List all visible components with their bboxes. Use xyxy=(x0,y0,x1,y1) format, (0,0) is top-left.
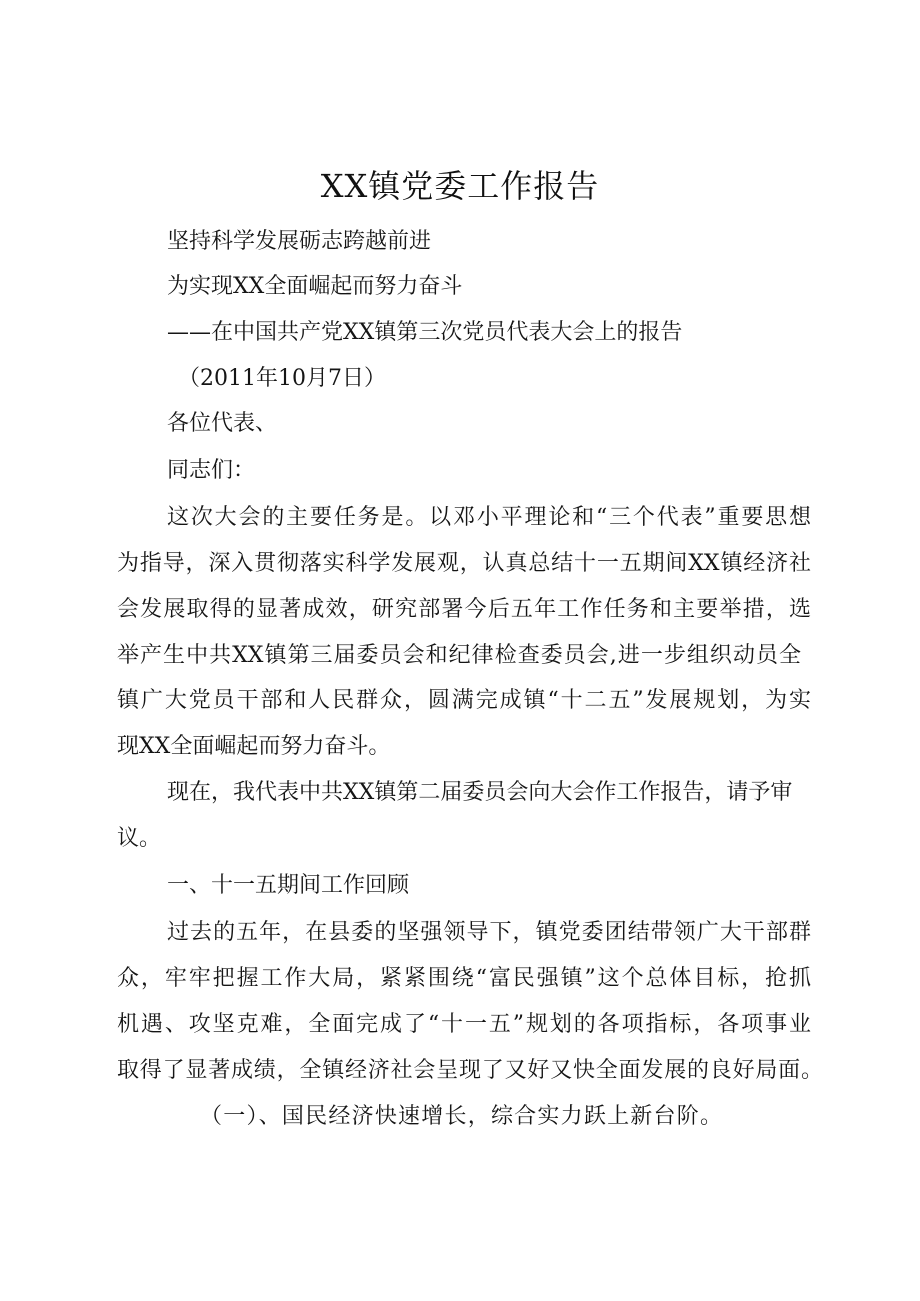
paragraph-3-line-4: 取得了显著成绩，全镇经济社会呈现了又好又快全面发展的良好局面。 xyxy=(117,1058,823,1083)
subtitle-line-2: 为实现XX全面崛起而努力奋斗 xyxy=(167,274,463,299)
paragraph-2-line-1: 现在，我代表中共XX镇第二届委员会向大会作工作报告，请予审 xyxy=(167,780,793,805)
paragraph-1-line-5: 镇广大党员干部和人民群众，圆满完成镇“十二五”发展规划，为实 xyxy=(117,688,811,713)
paragraph-1-line-4: 举产生中共XX镇第三届委员会和纪律检查委员会,进一步组织动员全 xyxy=(117,643,801,668)
subsection-heading: （一）、国民经济快速增长，综合实力跃上新台阶。 xyxy=(200,1104,722,1129)
salutation-line-1: 各位代表、 xyxy=(167,411,278,436)
paragraph-1-line-1: 这次大会的主要任务是。以邓小平理论和“三个代表”重要思想 xyxy=(167,505,811,530)
paragraph-3-line-1: 过去的五年，在县委的坚强领导下，镇党委团结带领广大干部群 xyxy=(167,920,811,945)
section-heading: 一、十一五期间工作回顾 xyxy=(167,873,410,898)
report-date: （2011年10月7日） xyxy=(178,366,386,391)
subtitle-line-1: 坚持科学发展砺志跨越前进 xyxy=(167,229,432,254)
subtitle-line-3: ——在中国共产党XX镇第三次党员代表大会上的报告 xyxy=(167,320,683,345)
paragraph-1-line-2: 为指导，深入贯彻落实科学发展观，认真总结十一五期间XX镇经济社 xyxy=(117,551,811,576)
paragraph-3-line-2: 众，牢牢把握工作大局，紧紧围绕“富民强镇”这个总体目标，抢抓 xyxy=(117,966,811,991)
paragraph-3-line-3: 机遇、攻坚克难，全面完成了“十一五”规划的各项指标，各项事业 xyxy=(117,1012,811,1037)
paragraph-1-line-3: 会发展取得的显著成效，研究部署今后五年工作任务和主要举措，选 xyxy=(117,597,811,622)
paragraph-2-line-2: 议。 xyxy=(117,826,162,851)
document-title: XX镇党委工作报告 xyxy=(320,167,600,205)
paragraph-1-line-6: 现XX全面崛起而努力奋斗。 xyxy=(117,734,391,759)
salutation-line-2: 同志们： xyxy=(167,458,256,483)
